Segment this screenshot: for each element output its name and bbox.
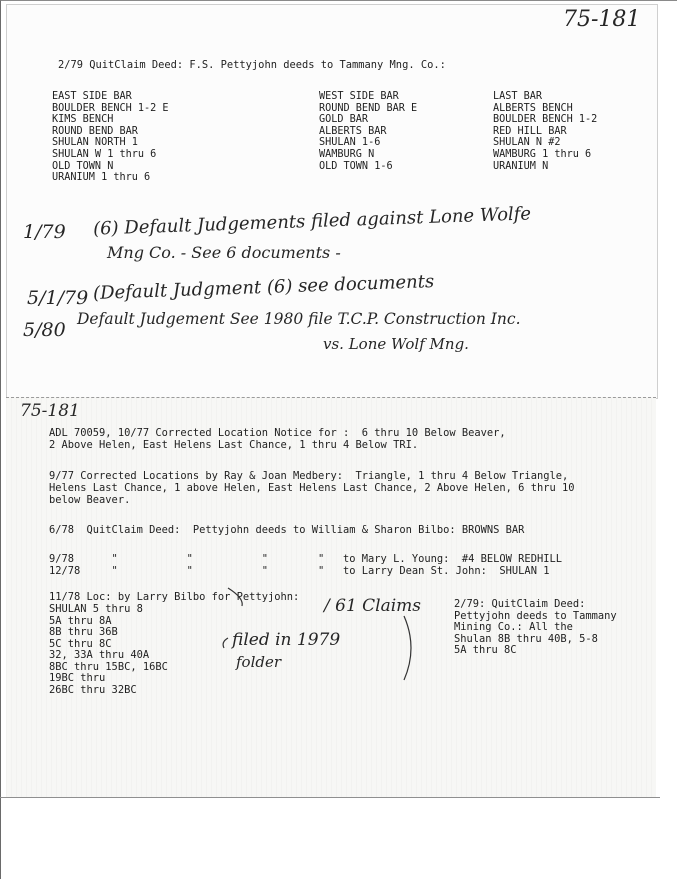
claim-name: EAST SIDE BAR [52,91,132,102]
note-3-date: 5/80 [23,319,66,341]
claim-name: BOULDER BENCH 1-2 [493,114,598,126]
header-line: 2/79 QuitClaim Deed: F.S. Pettyjohn deeds to Tammany Mng. Co.: [58,59,446,71]
claim-name: OLD TOWN 1-6 [319,160,393,172]
adl-line-2: 2 Above Helen, East Helens Last Chance, 1 thru 4 Below TRI. [49,439,419,451]
note-3-line-1: Default Judgement See 1980 file T.C.P. Construction Inc. [77,310,521,328]
claim-name: WAMBURG N [319,148,375,160]
claims-column-2 [319,91,417,172]
note-2-date: 5/1/79 [27,287,89,309]
claim-name: SHULAN NORTH 1 [52,137,138,149]
loc-item: 5C thru 8C [49,637,112,650]
claim-name: ROUND BEND BAR E [319,102,418,114]
claim-name: OLD TOWN N [52,160,114,172]
claim-name: KIMS BENCH [52,114,114,126]
claim-name: WAMBURG 1 thru 6 [493,148,592,160]
claim-name: GOLD BAR [319,114,369,126]
bottom-index-card [6,397,656,798]
claims-column-3 [493,91,597,172]
loc-header: 11/78 Loc: by Larry Bilbo for Pettyjohn: [49,591,300,603]
sep77-line-3: below Beaver. [49,494,131,506]
loc-item: 8B thru 36B [49,626,118,638]
note-1-line-2: Mng Co. - See 6 documents - [107,243,341,262]
loc-items [49,604,168,696]
adl-line-1: ADL 70059, 10/77 Corrected Location Notice for : 6 thru 10 Below Beaver, [49,427,506,439]
loc-item: SHULAN 5 thru 8 [49,603,143,615]
note-1-date: 1/79 [23,221,66,243]
claim-name: ALBERTS BENCH [493,102,573,114]
sep77-line-1: 9/77 Corrected Locations by Ray & Joan Medbery: Triangle, 1 thru 4 Below Triangle, [49,470,569,482]
claim-name: SHULAN W 1 thru 6 [52,148,157,160]
loc-item: 19BC thru [49,672,106,684]
bracket-note-line-3: folder [236,653,282,671]
open-paren-stroke [223,638,228,648]
sep78-line: 9/78 " " " " to Mary L. Young: #4 BELOW REDHILL [49,553,562,565]
side-note-line: Shulan 8B thru 40B, 5-8 [454,632,598,645]
note-1-line-1: (6) Default Judgements filed against Lone Wolfe [92,203,532,240]
side-note-line: 5A thru 8C [454,644,517,656]
claim-name: ALBERTS BAR [319,125,387,137]
bracket-note-line-1: / 61 Claims [324,596,422,616]
fold-line [0,797,660,798]
dec78-line: 12/78 " " " " to Larry Dean St. John: SHULAN 1 [49,565,550,577]
claim-name: BOULDER BENCH 1-2 E [52,102,169,114]
close-paren-stroke [404,616,411,680]
claim-name: ROUND BEND BAR [52,125,138,137]
claim-name: SHULAN N #2 [493,137,561,149]
side-note-line: Pettyjohn deeds to Tammany [454,609,617,622]
note-3-line-2: vs. Lone Wolf Mng. [323,335,469,353]
loc-item: 5A thru 8A [49,614,112,627]
top-index-card [6,4,658,399]
side-note-line: 2/79: QuitClaim Deed: [454,598,586,610]
loc-item: 8BC thru 15BC, 16BC [49,660,168,673]
claim-name: WEST SIDE BAR [319,91,399,102]
claim-name: URANIUM N [493,160,549,172]
file-number-bottom: 75-181 [20,401,80,421]
claim-name: SHULAN 1-6 [319,137,381,149]
jun78-line: 6/78 QuitClaim Deed: Pettyjohn deeds to William & Sharon Bilbo: BROWNS BAR [49,524,525,536]
claim-name: RED HILL BAR [493,125,567,137]
claim-name: URANIUM 1 thru 6 [52,172,151,184]
side-note-line: Mining Co.: All the [454,621,573,633]
loc-item: 26BC thru 32BC [49,683,137,696]
sep77-line-2: Helens Last Chance, 1 above Helen, East Helens Last Chance, 2 Above Helen, 6 thru 10 [49,482,575,494]
claims-column-1 [52,91,169,184]
bracket-note-line-2: filed in 1979 [232,630,341,650]
side-note [454,599,617,657]
file-number-top: 75-181 [563,7,641,32]
claim-name: LAST BAR [493,91,543,102]
loc-item: 32, 33A thru 40A [49,649,150,661]
note-2-text: (Default Judgment (6) see documents [92,271,435,304]
